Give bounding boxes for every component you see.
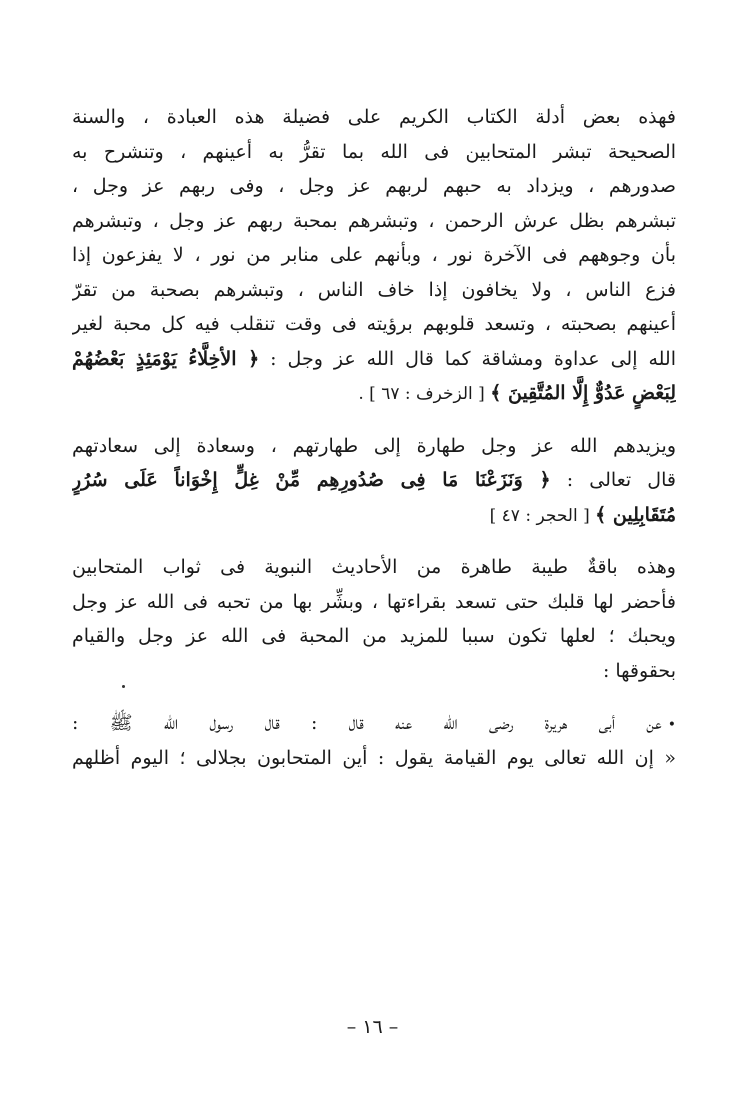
text-line: بحقوقها :: [602, 659, 676, 682]
verse-reference: [ الزخرف : ٦٧ ] .: [358, 384, 491, 404]
paragraph-3: [72, 550, 676, 688]
text-line: أعينهم بصحبته ، وتسعد قلوبهم برؤيته فى وقت تنقلب فيه كل محبة لغير: [72, 313, 676, 335]
text-line: ويزيدهم الله عز وجل طهارة إلى طهارتهم ، وسعادة إلى سعادتهم: [72, 434, 676, 457]
text-line: بأن وجوههم فى الآخرة نور ، وبأنهم على منابر من نور ، لا يفزعون إذا: [72, 244, 676, 266]
verse-reference: [ الحجر : ٤٧ ]: [489, 505, 596, 526]
line-text: قال تعالى :: [550, 469, 676, 491]
page-body: [72, 100, 676, 775]
paragraph-1: [72, 100, 676, 411]
text-line: فأحضر لها قلبك حتى تسعد بقراءتها ، وبشِّر بها من تحبه فى الله عز وجل: [72, 590, 676, 613]
text-line: فزع الناس ، ولا يخافون إذا خاف الناس ، وتبشرهم بصحبة من تقرّ: [72, 278, 676, 301]
text-line: فهذه بعض أدلة الكتاب الكريم على فضيلة هذه العبادة ، والسنة: [72, 106, 676, 128]
text-line: وهذه باقةٌ طيبة طاهرة من الأحاديث النبوية فى ثواب المتحابين: [72, 556, 676, 578]
quran-verse: لِبَعْضٍ عَدُوٌّ إِلَّا المُتَّقِينَ ﴾: [490, 382, 676, 404]
quran-verse: مُتَقَابِلِين ﴾: [595, 503, 676, 526]
text-line: [72, 463, 676, 498]
text-line: ويحبك ؛ لعلها تكون سببا للمزيد من المحبة فى الله عز وجل والقيام: [72, 625, 676, 647]
quran-verse: ﴿ وَنَزَعْنَا مَا فِى صُدُورِهِم مِّنْ غِلٍّ إِخْوَاناً عَلَى سُرُرٍ: [72, 469, 551, 491]
text-line: [72, 498, 676, 533]
text-line: [72, 376, 676, 411]
line-text: عن أبى هريرة رضى الله عنه قال : قال رسول الله ﷺ :: [72, 712, 662, 734]
text-line: « إن الله تعالى يوم القيامة يقول : أين المتحابون بجلالى ؛ اليوم أظلهم: [72, 746, 676, 769]
print-speck: [122, 685, 125, 688]
text-line: تبشرهم بظل عرش الرحمن ، وتبشرهم بمحبة ربهم عز وجل ، وتبشرهم: [72, 209, 676, 232]
paragraph-gap: [72, 532, 676, 550]
quran-verse: ﴿ الأخِلَّاءُ يَوْمَئِذٍ بَعْضُهُمْ: [72, 347, 260, 370]
text-line: [72, 706, 676, 741]
text-line: الصحيحة تبشر المتحابين فى الله بما تقرُّ به أعينهم ، وتنشرح به: [72, 140, 676, 163]
text-line: صدورهم ، ويزداد به حبهم لربهم عز وجل ، وفى ربهم عز وجل ،: [72, 175, 676, 197]
paragraph-4: [72, 706, 676, 775]
text-line: [72, 342, 676, 377]
paragraph-gap: [72, 411, 676, 429]
line-text: الله إلى عداوة ومشاقة كما قال الله عز وجل :: [259, 347, 676, 370]
bullet-icon: •: [667, 717, 676, 733]
paragraph-gap: [72, 688, 676, 706]
page-number: – ١٦ –: [346, 1016, 399, 1038]
paragraph-2: [72, 429, 676, 533]
